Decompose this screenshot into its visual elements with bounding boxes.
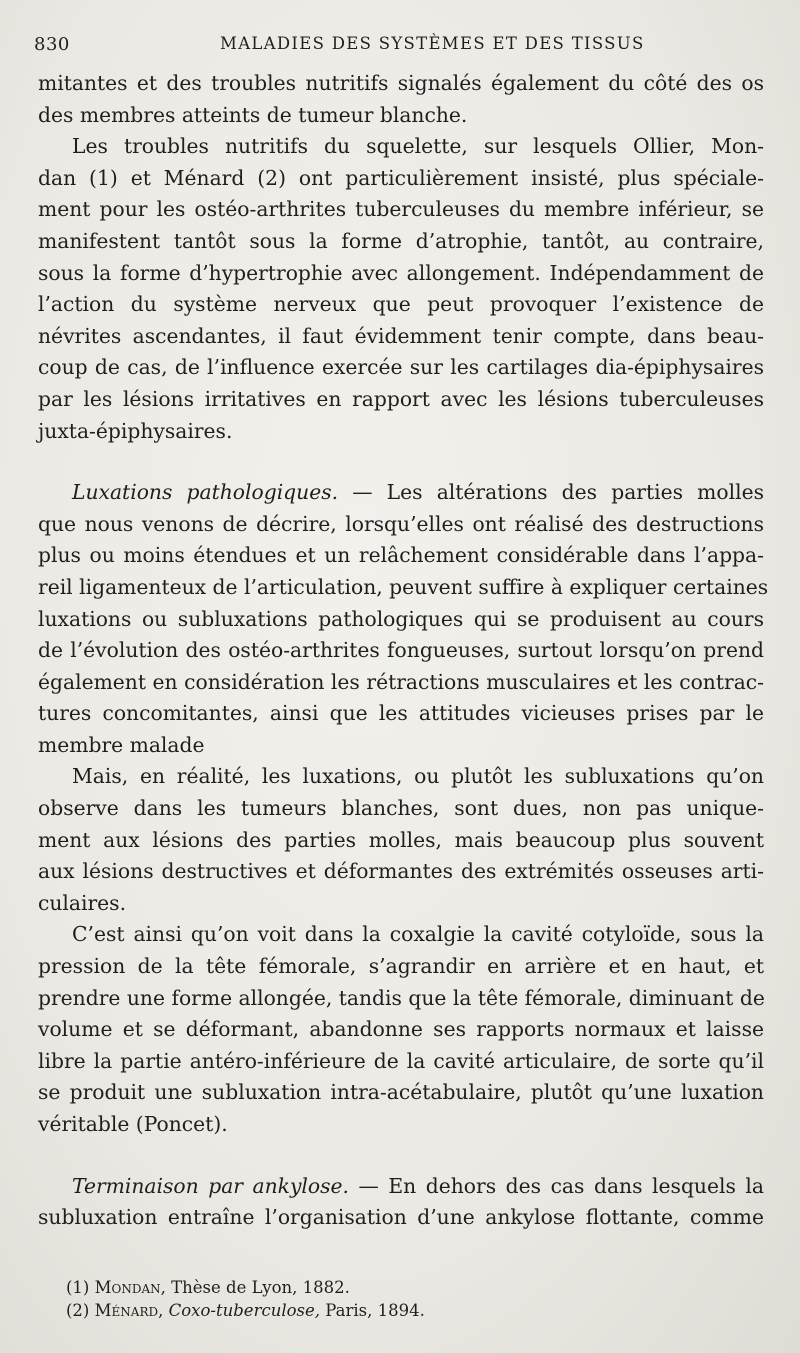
text-line: volume et se déformant, abandonne ses rapports normaux et laisse xyxy=(38,1017,764,1042)
section-heading: Terminaison par ankylose. xyxy=(72,1173,349,1198)
text-line: de l’évolution des ostéo-arthrites fongueuses, surtout lorsqu’on prend xyxy=(38,638,764,663)
footnote-text: Paris, 1894. xyxy=(325,1301,425,1320)
text-line: l’action du système nerveux que peut provoquer l’existence de xyxy=(38,292,764,317)
text-line: observe dans les tumeurs blanches, sont dues, non pas unique- xyxy=(38,796,764,821)
text-line: plus ou moins étendues et un relâchement considérable dans l’appa- xyxy=(38,543,764,568)
text-line: par les lésions irritatives en rapport avec les lésions tuberculeuses xyxy=(38,386,764,411)
text-line: Les troubles nutritifs du squelette, sur lesquels Ollier, Mon- xyxy=(72,134,764,159)
paragraph-3 xyxy=(38,477,769,761)
footnote-marker: (1) xyxy=(66,1278,90,1297)
text-line: libre la partie antéro-inférieure de la cavité articulaire, de sorte qu’il xyxy=(38,1048,764,1073)
text-line xyxy=(38,1171,764,1203)
text-line: juxta-épiphysaires. xyxy=(38,418,233,443)
text-line: prendre une forme allongée, tandis que la tête fémorale, diminuant de xyxy=(38,985,765,1010)
paragraph-2 xyxy=(38,131,764,447)
text-run: — Les altérations des parties molles xyxy=(352,480,765,505)
text-line: des membres atteints de tumeur blanche. xyxy=(38,102,468,127)
footnote-author: Mondan, xyxy=(94,1278,166,1297)
paragraph-1 xyxy=(38,68,764,131)
text-line: C’est ainsi qu’on voit dans la coxalgie la cavité cotyloïde, sous la xyxy=(72,922,764,947)
text-line: véritable (Poncet). xyxy=(38,1112,228,1136)
text-line: névrites ascendantes, il faut évidemment tenir compte, dans beau- xyxy=(38,323,764,348)
text-line: aux lésions destructives et déformantes des extrémités osseuses arti- xyxy=(38,859,764,884)
text-line: sous la forme d’hypertrophie avec allongement. Indépendamment de xyxy=(38,260,764,285)
text-line xyxy=(38,477,764,509)
footnote-1 xyxy=(66,1276,766,1299)
text-line: dan (1) et Ménard (2) ont particulièrement insisté, plus spéciale- xyxy=(38,165,764,190)
footnote-2 xyxy=(66,1299,766,1322)
text-line: luxations ou subluxations pathologiques qui se produisent au cours xyxy=(38,606,764,631)
running-title: MALADIES DES SYSTÈMES ET DES TISSUS xyxy=(220,34,645,53)
text-line: pression de la tête fémorale, s’agrandir en arrière et en haut, et xyxy=(38,954,764,979)
section-heading: Luxations pathologiques. xyxy=(72,480,339,505)
text-line: Mais, en réalité, les luxations, ou plutôt les subluxations qu’on xyxy=(72,764,764,789)
footnote-author: Ménard, xyxy=(94,1301,164,1320)
text-line: reil ligamenteux de l’articulation, peuvent suffire à expliquer certaines xyxy=(38,574,769,599)
text-line: subluxation entraîne l’organisation d’une ankylose flottante, comme xyxy=(38,1205,764,1230)
body-text xyxy=(38,68,769,1234)
text-line: culaires. xyxy=(38,890,127,915)
text-line: se produit une subluxation intra-acétabulaire, plutôt qu’une luxation xyxy=(38,1080,764,1105)
paragraph-4 xyxy=(38,761,764,919)
text-line: que nous venons de décrire, lorsqu’elles ont réalisé des destructions xyxy=(38,511,764,536)
text-line: coup de cas, de l’influence exercée sur les cartilages dia-épiphysaires xyxy=(38,355,764,380)
text-line: mitantes et des troubles nutritifs signalés également du côté des os xyxy=(38,71,764,95)
paragraph-6 xyxy=(38,1171,764,1234)
text-line: manifestent tantôt sous la forme d’atrophie, tantôt, au contraire, xyxy=(38,228,764,253)
text-line: ment pour les ostéo-arthrites tuberculeuses du membre inférieur, se xyxy=(38,197,764,222)
text-line: tures concomitantes, ainsi que les attitudes vicieuses prises par le xyxy=(38,701,764,726)
footnote-text: Thèse de Lyon, 1882. xyxy=(171,1278,350,1297)
footnote-title: Coxo-tuberculose, xyxy=(168,1301,321,1320)
text-line: également en considération les rétractions musculaires et les contrac- xyxy=(38,669,764,694)
text-line: membre malade xyxy=(38,732,205,757)
running-header xyxy=(30,30,770,60)
text-run: — En dehors des cas dans lesquels la xyxy=(358,1173,764,1198)
footnotes xyxy=(66,1276,766,1322)
footnote-marker: (2) xyxy=(66,1301,90,1320)
page-number: 830 xyxy=(34,34,70,55)
text-line: ment aux lésions des parties molles, mais beaucoup plus souvent xyxy=(38,827,764,852)
paragraph-5 xyxy=(38,919,764,1140)
